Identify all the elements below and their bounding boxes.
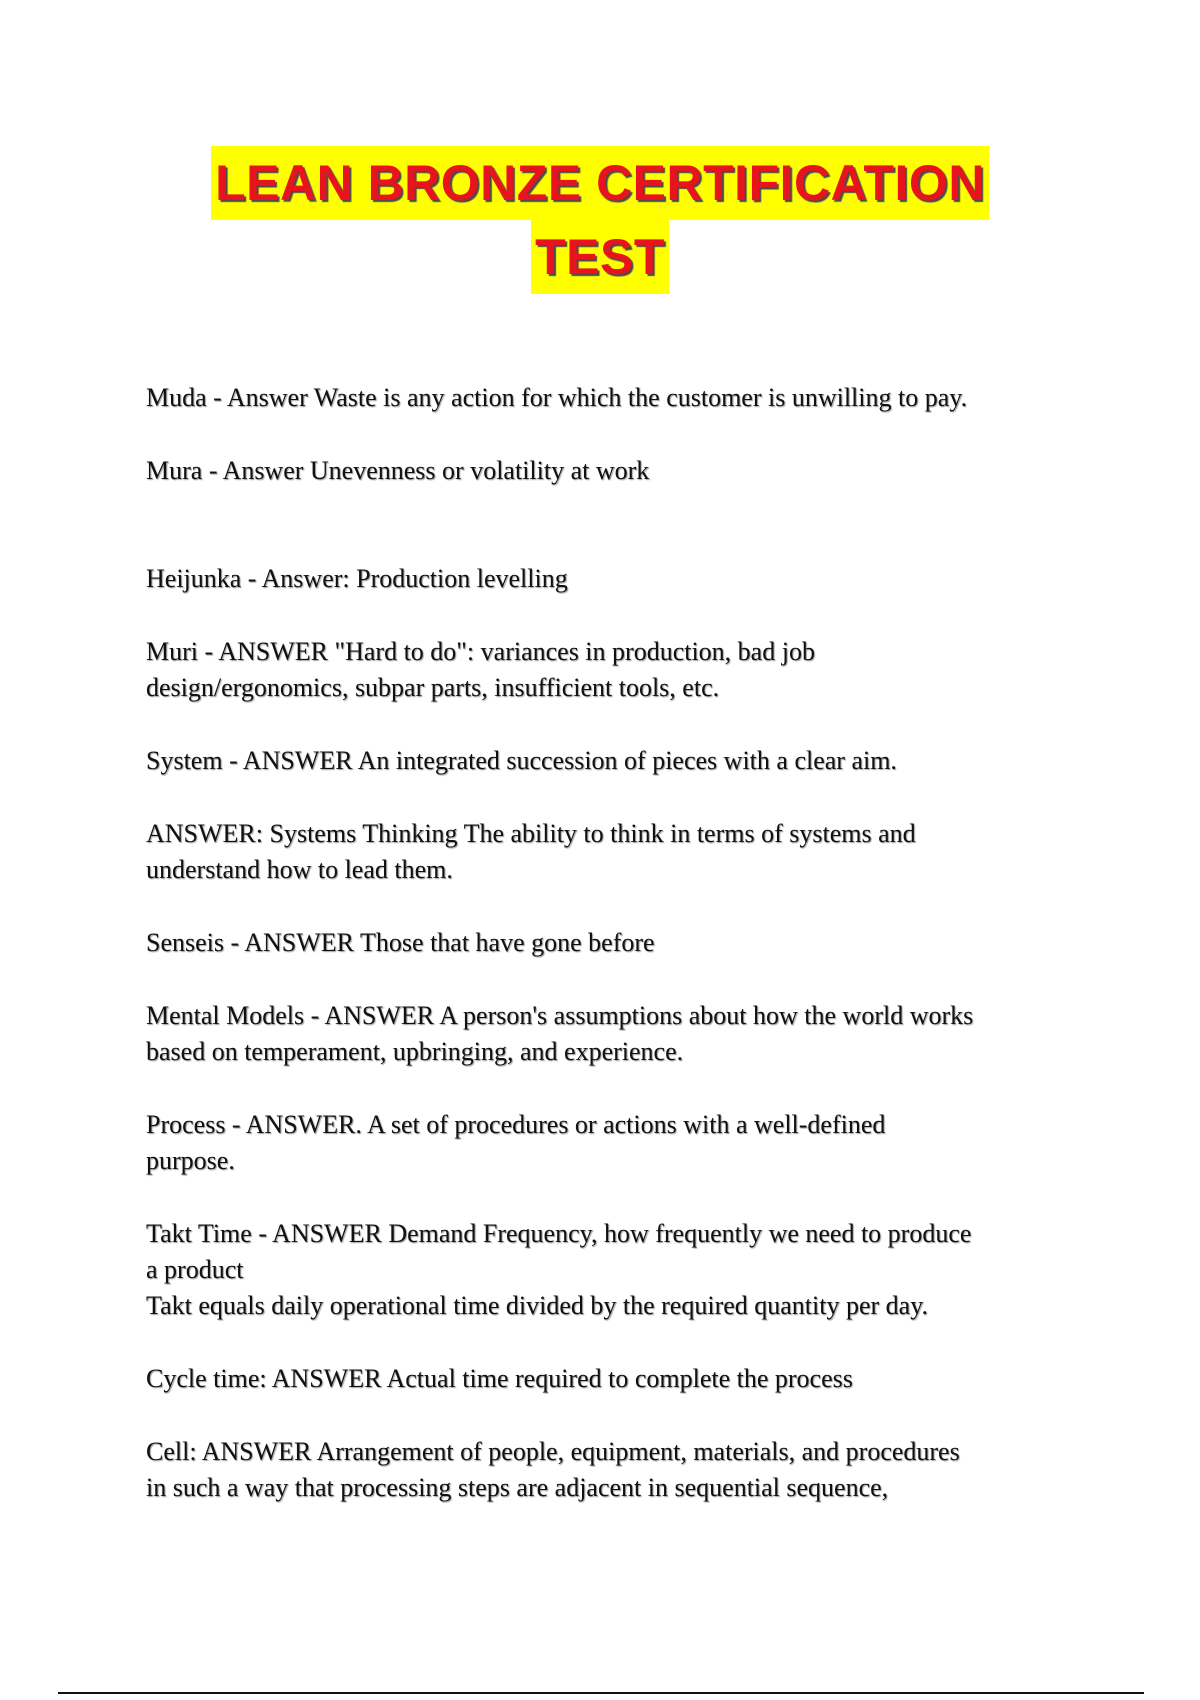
qa-entry-cycle-time: Cycle time: ANSWER Actual time required to complete the process [146, 1364, 853, 1393]
qa-entry-heijunka: Heijunka - Answer: Production levelling [146, 564, 568, 593]
qa-entry-muri: Muri - ANSWER "Hard to do": variances in production, bad job design/ergonomics, subpar parts, insufficient tools, etc. [146, 637, 815, 702]
qa-entry-process: Process - ANSWER. A set of procedures or actions with a well-defined purpose. [146, 1110, 886, 1175]
qa-entry-system: System - ANSWER An integrated succession of pieces with a clear aim. [146, 746, 897, 775]
qa-entry-mental-models: Mental Models - ANSWER A person's assumptions about how the world works based on temperament, upbringing, and experience. [146, 1001, 974, 1066]
footer-divider [58, 1692, 1144, 1694]
title-line-1: LEAN BRONZE CERTIFICATION [211, 146, 989, 220]
qa-entry-systems-thinking: ANSWER: Systems Thinking The ability to think in terms of systems and understand how to lead them. [146, 819, 916, 884]
qa-entry-muda: Muda - Answer Waste is any action for which the customer is unwilling to pay. [146, 383, 968, 412]
document-title [0, 146, 1200, 294]
qa-entry-mura: Mura - Answer Unevenness or volatility at work [146, 456, 650, 485]
title-line-2: TEST [531, 220, 669, 294]
qa-entry-senseis: Senseis - ANSWER Those that have gone before [146, 928, 655, 957]
qa-list [146, 380, 1066, 1506]
qa-entry-cell: Cell: ANSWER Arrangement of people, equipment, materials, and procedures in such a way that processing steps are adjacent in sequential sequence, [146, 1437, 960, 1502]
qa-entry-takt-time: Takt Time - ANSWER Demand Frequency, how frequently we need to produce a product Takt equals daily operational time divided by the required quantity per day. [146, 1219, 972, 1320]
